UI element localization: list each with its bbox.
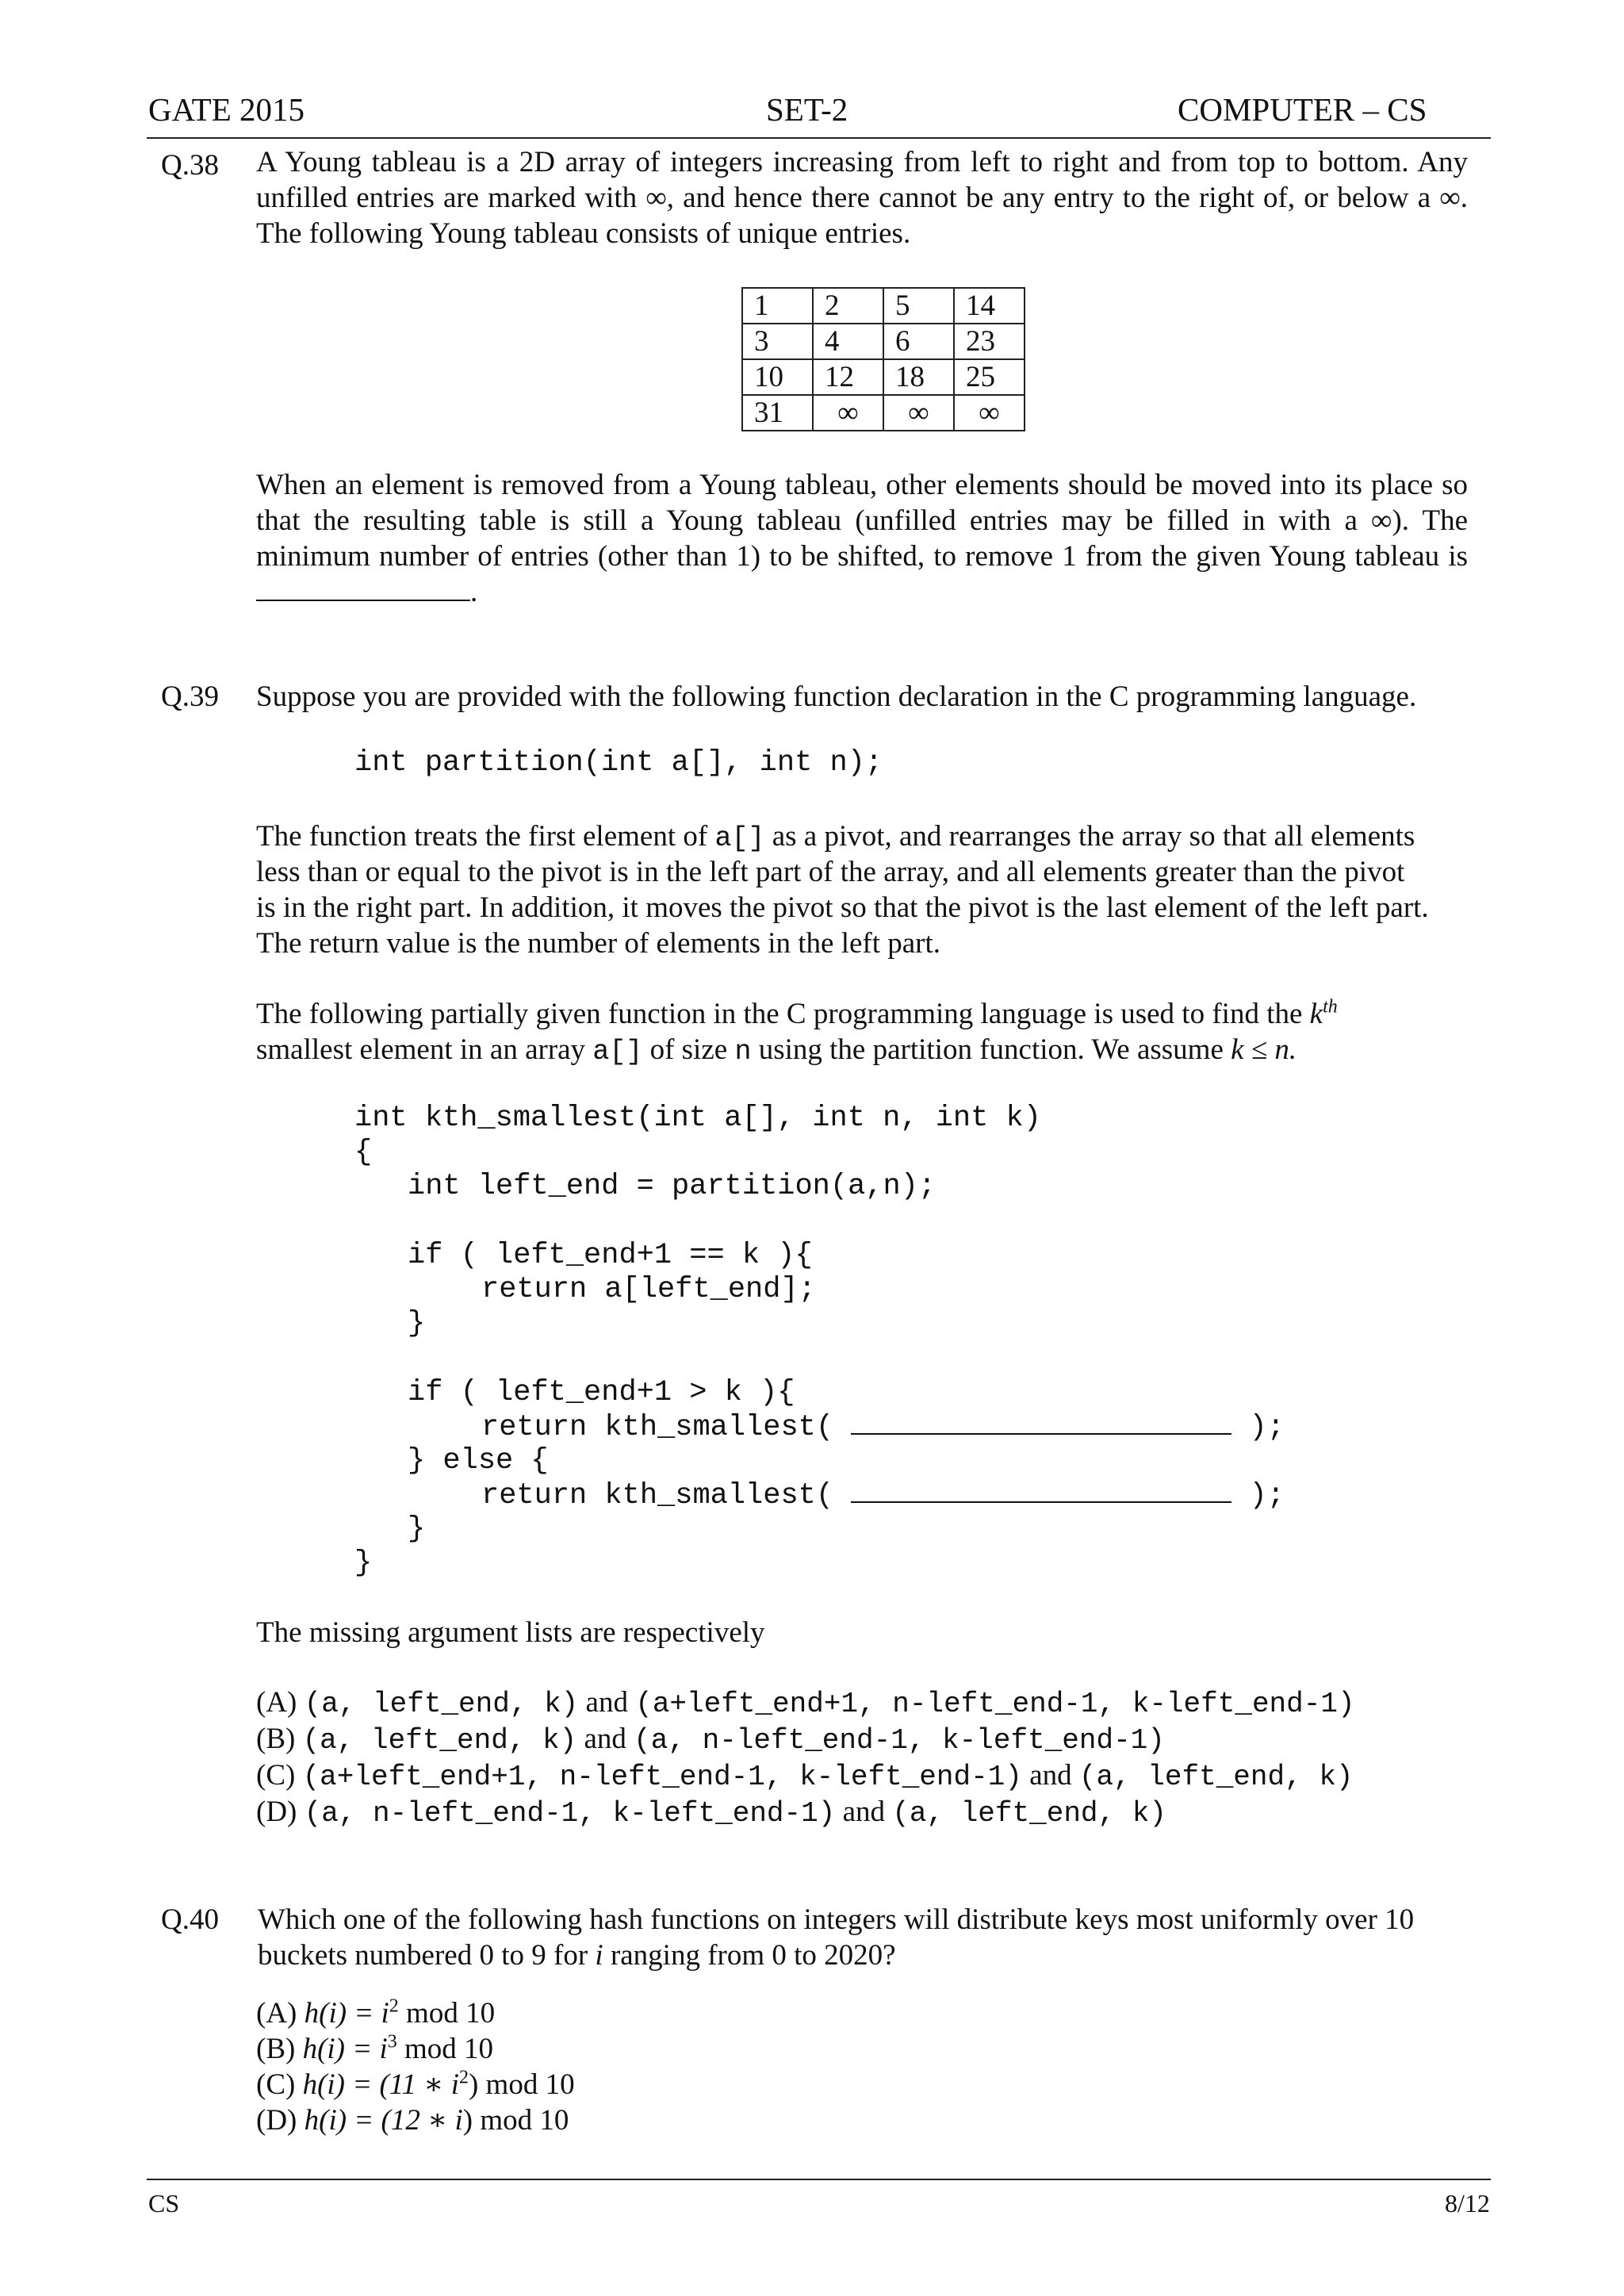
header-subject: COMPUTER – CS [1178,91,1427,128]
q39-question: The missing argument lists are respectively [256,1616,765,1649]
option-tail: ) mod 10 [462,2104,569,2137]
option-label: (D) [256,1796,297,1828]
option-label: (A) [256,1997,297,2030]
code-text: ); [1231,1411,1285,1444]
q39-para2-line-2 [256,1035,1297,1066]
math-i: i [381,1997,389,2030]
code-line: if ( left_end+1 > k ){ [408,1376,795,1409]
text: The following partially given function in the C programming language is used to find the [256,998,1303,1030]
math-i: i [379,2033,388,2065]
option-arg-2: (a, n-left_end-1, k-left_end-1) [634,1724,1165,1757]
option-label: (C) [256,2068,296,2101]
option-tail: mod 10 [396,2033,494,2065]
q38-paragraph-1: A Young tableau is a 2D array of integers increasing from left to right and from top to bottom. Any unfilled entries are marked with ∞, and hence there cannot be any entry to the right of, or below a ∞. The following Young tableau consists of unique entries. [256,146,1468,250]
text: ranging from 0 to 2020? [610,1939,896,1972]
footer-subject: CS [148,2189,180,2217]
table-cell: 14 [954,288,1025,324]
math-th: th [1323,996,1338,1018]
q39-para-line-2: less than or equal to the pivot is in the left part of the array, and all elements greater than the pivot [256,856,1405,888]
code-line: return a[left_end]; [481,1273,816,1306]
table-cell: 25 [954,359,1025,395]
hash-fn: h(i) = [302,2033,373,2065]
table-cell: 12 [813,359,883,395]
table-cell: 31 [742,395,813,431]
code-text: return kth_smallest( [481,1411,834,1444]
footer-rule [147,2179,1491,2180]
q40-option-a[interactable] [256,1995,496,2030]
text: smallest element in an array [256,1033,586,1066]
table-cell: 1 [742,288,813,324]
table-row [742,324,1025,359]
table-cell: 4 [813,324,883,359]
q39-para-line-3: is in the right part. In addition, it moves the pivot so that the pivot is the last element of the left part. [256,891,1429,924]
exponent: 3 [387,2031,397,2053]
q40-option-d[interactable] [256,2106,569,2135]
code-line: if ( left_end+1 == k ){ [408,1239,813,1272]
code-inline: a[] [592,1036,643,1068]
option-and: and [584,1723,626,1755]
code-text: return kth_smallest( [481,1479,834,1512]
q39-intro: Suppose you are provided with the following function declaration in the C programming language. [256,680,1417,713]
option-a[interactable] [256,1688,1355,1719]
exponent: 2 [389,1995,399,2017]
option-label: (D) [256,2104,297,2137]
code-line: { [354,1136,373,1169]
table-cell: ∞ [954,395,1025,431]
code-line [481,1412,1285,1443]
q38-paragraph-2-text: When an element is removed from a Young tableau, other elements should be moved into its place so that the resulting table is still a Young tableau (unfilled entries may be filled in with a ∞). The minimum number of entries (other than 1) to be shifted, to remove 1 from the given Young tableau [256,469,1468,573]
table-cell: ∞ [813,395,883,431]
page-number: 8/12 [1445,2189,1490,2217]
table-cell: 23 [954,324,1025,359]
option-and: and [1029,1759,1072,1792]
hash-fn: h(i) = (12 ∗ [304,2104,448,2137]
option-arg-1: (a, left_end, k) [304,1688,579,1720]
text: as a pivot, and rearranges the array so that all elements [772,820,1415,853]
q39-number: Q.39 [161,680,219,713]
math-i: i [454,2104,463,2137]
code-text: ); [1231,1479,1285,1512]
q40-line-1: Which one of the following hash functions on integers will distribute keys most uniformly over 10 [258,1903,1415,1936]
table-cell: 2 [813,288,883,324]
option-and: and [585,1686,628,1719]
q38-number: Q.38 [161,149,219,182]
option-arg-2: (a, left_end, k) [1078,1761,1354,1793]
young-tableau [741,287,1025,431]
table-cell: 18 [883,359,954,395]
text: of size [649,1033,728,1066]
q40-option-c[interactable] [256,2067,575,2101]
option-arg-1: (a+left_end+1, n-left_end-1, k-left_end-1) [302,1761,1022,1793]
q40-option-b[interactable] [256,2031,494,2065]
argument-blank [851,1412,1231,1435]
code-inline: n [734,1036,752,1068]
option-arg-2: (a, left_end, k) [892,1797,1166,1830]
hash-fn: h(i) = [304,1997,374,2030]
q39-para2-line-1 [256,996,1338,1030]
q38-paragraph-2-is: is [1448,540,1468,573]
table-row [742,395,1025,431]
math-i: i [450,2068,459,2101]
code-line: int kth_smallest(int a[], int n, int k) [354,1102,1041,1135]
q39-para-line-4: The return value is the number of elements in the left part. [256,927,941,960]
code-line: } else { [408,1444,549,1478]
table-cell: 6 [883,324,954,359]
option-label: (C) [256,1759,296,1792]
text: buckets numbered 0 to 9 for [258,1939,588,1972]
code-inline: a[] [714,822,765,854]
code-line [481,1481,1285,1511]
math-i: i [595,1939,603,1972]
q39-para-line-1 [256,822,1415,853]
option-label: (B) [256,1723,296,1755]
header-rule [147,137,1491,139]
option-tail: mod 10 [398,1997,496,2030]
table-row [742,359,1025,395]
q40-number: Q.40 [161,1903,219,1936]
exponent: 2 [458,2067,469,2088]
q38-paragraph-2 [256,467,1468,610]
header-exam: GATE 2015 [148,91,305,128]
answer-blank [256,576,470,601]
argument-blank [851,1481,1231,1503]
code-line: } [408,1512,426,1546]
table-cell: ∞ [883,395,954,431]
q40-line-2 [258,1941,896,1970]
text: using the partition function. We assume [758,1033,1224,1066]
math-k: k [1309,998,1323,1030]
math-condition: k ≤ n. [1231,1033,1297,1066]
option-label: (A) [256,1686,297,1719]
option-and: and [842,1796,886,1828]
header-set: SET-2 [766,91,848,128]
q38-period: . [470,576,478,608]
table-row [742,288,1025,324]
text: The function treats the first element of [256,820,708,853]
option-label: (B) [256,2033,296,2065]
option-arg-2: (a+left_end+1, n-left_end-1, k-left_end-1) [635,1688,1355,1720]
option-arg-1: (a, left_end, k) [302,1724,577,1757]
code-line: int left_end = partition(a,n); [408,1170,936,1203]
partition-declaration: int partition(int a[], int n); [354,746,883,780]
table-cell: 10 [742,359,813,395]
option-b[interactable] [256,1724,1165,1755]
table-cell: 5 [883,288,954,324]
code-line: } [354,1547,373,1580]
option-tail: ) mod 10 [468,2068,575,2101]
option-arg-1: (a, n-left_end-1, k-left_end-1) [304,1797,836,1830]
option-c[interactable] [256,1761,1354,1792]
option-d[interactable] [256,1797,1166,1828]
table-cell: 3 [742,324,813,359]
hash-fn: h(i) = (11 ∗ [302,2068,444,2101]
code-line: } [408,1307,426,1340]
